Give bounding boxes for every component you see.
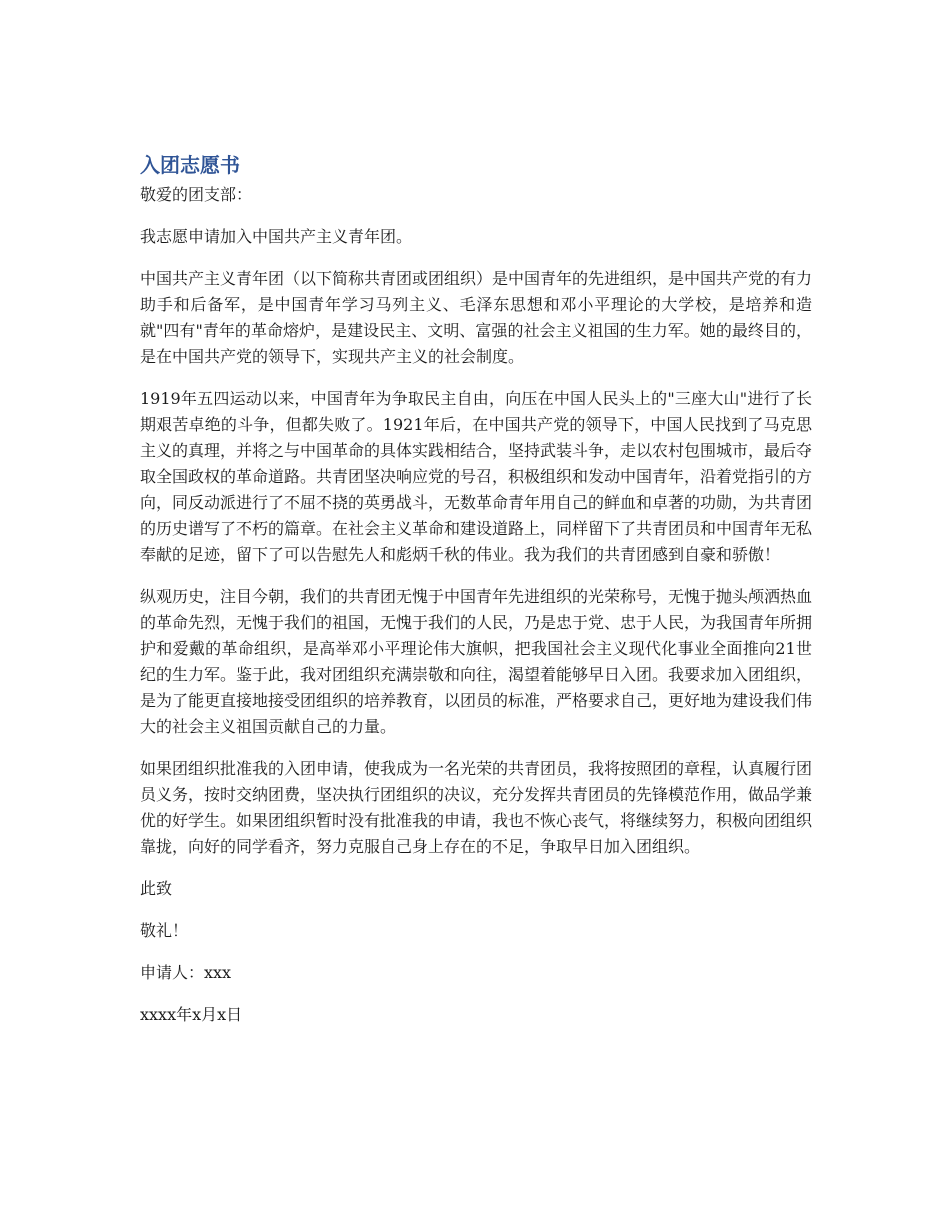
paragraph-intent: 我志愿申请加入中国共产主义青年团。 [140,227,413,246]
closing-greeting: 此致 [140,879,173,898]
document-title: 入团志愿书 [140,153,240,177]
paragraph-commitment: 如果团组织批准我的入团申请，使我成为一名光荣的共青团员，我将按照团的章程，认真履行团员义务，按时交纳团费，坚决执行团组织的决议，充分发挥共青团员的先锋模范作用，做品学兼优的好学生。如果团组织暂时没有批准我的申请，我也不恢心丧气，将继续努力，积极向团组织靠拢，向好的同学看齐，努力克服自己身上存在的不足，争取早日加入团组织。 [140,759,813,856]
application-date: xxxx年x月x日 [140,1005,243,1024]
paragraph-history: 1919年五四运动以来，中国青年为争取民主自由，向压在中国人民头上的"三座大山"进行了长期艰苦卓绝的斗争，但都失败了。1921年后，在中国共产党的领导下，中国人民找到了马克思主义的真理，并将之与中国革命的具体实践相结合，坚持武装斗争，走以农村包围城市，最后夺取全国政权的革命道路。共青团坚决响应党的号召，积极组织和发动中国青年，沿着党指引的方向，同反动派进行了不屈不挠的英勇战斗，无数革命青年用自己的鲜血和卓著的功勋，为共青团的历史谱写了不朽的篇章。在社会主义革命和建设道路上，同样留下了共青团员和中国青年无私奉献的足迹，留下了可以告慰先人和彪炳千秋的伟业。我为我们的共青团感到自豪和骄傲！ [140,389,813,564]
applicant-name: 申请人：xxx [140,963,232,982]
salutation: 敬爱的团支部： [140,185,253,204]
closing-salute: 敬礼！ [140,921,189,940]
paragraph-motivation: 纵观历史，注目今朝，我们的共青团无愧于中国青年先进组织的光荣称号，无愧于抛头颅洒热血的革命先烈，无愧于我们的祖国，无愧于我们的人民，乃是忠于党、忠于人民，为我国青年所拥护和爱戴的革命组织，是高举邓小平理论伟大旗帜，把我国社会主义现代化事业全面推向21世纪的生力军。鉴于此，我对团组织充满崇敬和向往，渴望着能够早日入团。我要求加入团组织，是为了能更直接地接受团组织的培养教育，以团员的标准，严格要求自己，更好地为建设我们伟大的社会主义祖国贡献自己的力量。 [140,587,813,736]
paragraph-about-league: 中国共产主义青年团（以下简称共青团或团组织）是中国青年的先进组织，是中国共产党的有力助手和后备军，是中国青年学习马列主义、毛泽东思想和邓小平理论的大学校，是培养和造就"四有"青年的革命熔炉，是建设民主、文明、富强的社会主义祖国的生力军。她的最终目的，是在中国共产党的领导下，实现共产主义的社会制度。 [140,269,813,366]
document-page [140,150,812,1028]
